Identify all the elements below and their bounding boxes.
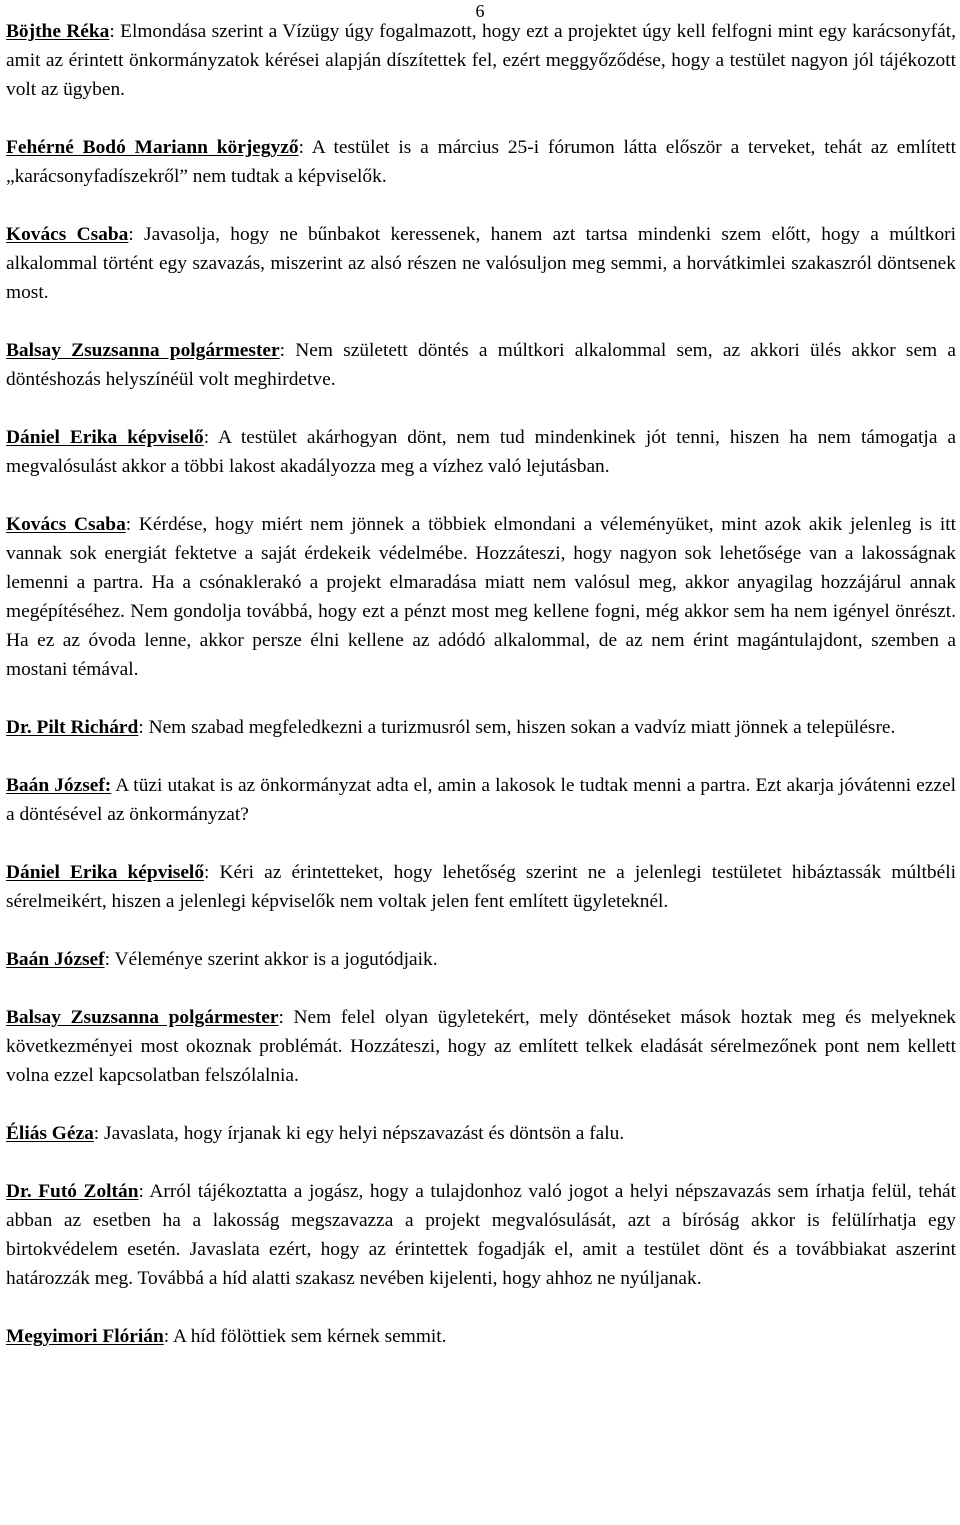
page-number: 6 <box>475 1 485 21</box>
paragraph-text: Arról tájékoztatta a jogász, hogy a tulajdonhoz való jogot a helyi népszavazás sem írhatja felül, tehát abban az esetben ha a lakosság megszavazza a projekt megvalósulását, azt a bíróság akkor is felülírhatja egy birtokvédelem esetén. Javaslata ezért, hogy az érintettek fogadják el, amit a testület dönt és a továbbiakat aszerint határozzák meg. Továbbá a híd alatti szakasz nevében kijelenti, hogy ahhoz ne nyúljanak. <box>6 1181 957 1289</box>
speaker-separator: : <box>163 1326 170 1347</box>
speaker-name: Dániel Erika képviselő <box>6 862 205 883</box>
paragraph-text: A híd fölöttiek sem kérnek semmit. <box>169 1326 447 1347</box>
paragraph-text: Nem született döntés a múltkori alkalommal sem, az akkori ülés akkor sem a döntéshozás helyszínéül volt meghirdetve. <box>6 340 956 390</box>
paragraph-6 <box>6 510 956 684</box>
paragraph-14 <box>6 1322 956 1351</box>
speaker-separator: : <box>204 862 210 883</box>
paragraph-text: Javasolja, hogy ne bűnbakot keressenek, hanem azt tartsa mindenki szem előtt, hogy a múltkori alkalommal történt egy szavazás, miszerint az alsó részen ne valósuljon meg semmi, a horvátkimlei szakaszról döntsenek most. <box>6 224 956 303</box>
speaker-name: Balsay Zsuzsanna polgármester <box>6 340 280 361</box>
speaker-name: Dr. Futó Zoltán <box>6 1181 139 1202</box>
speaker-separator: : <box>278 1007 284 1028</box>
paragraph-text: A testület akárhogyan dönt, nem tud mindenkinek jót tenni, hiszen ha nem támogatja a megvalósulást akkor a többi lakost akadályozza meg a vízhez való lejutásban. <box>6 427 956 477</box>
paragraph-1 <box>6 17 956 104</box>
speaker-name: Baán József: <box>6 775 112 796</box>
paragraph-text: Nem szabad megfeledkezni a turizmusról sem, hiszen sokan a vadvíz miatt jönnek a településre. <box>143 717 896 738</box>
paragraph-13 <box>6 1177 956 1293</box>
speaker-name: Böjthe Réka <box>6 21 110 42</box>
speaker-separator: : <box>125 514 132 535</box>
paragraph-text: Javaslata, hogy írjanak ki egy helyi népszavazást és döntsön a falu. <box>99 1123 625 1144</box>
speaker-name: Dániel Erika képviselő <box>6 427 204 448</box>
speaker-separator: : <box>93 1123 100 1144</box>
speaker-separator: : <box>203 427 210 448</box>
speaker-separator: : <box>109 21 115 42</box>
speaker-name: Balsay Zsuzsanna polgármester <box>6 1007 279 1028</box>
speaker-name: Kovács Csaba <box>6 224 129 245</box>
speaker-separator: : <box>128 224 134 245</box>
minutes-body <box>6 17 956 1380</box>
paragraph-11 <box>6 1003 956 1090</box>
paragraph-8 <box>6 771 956 829</box>
speaker-name: Megyimori Flórián <box>6 1326 164 1347</box>
speaker-name: Dr. Pilt Richárd <box>6 717 139 738</box>
paragraph-text: Elmondása szerint a Vízügy úgy fogalmazott, hogy ezt a projektet úgy kell felfogni mint egy karácsonyfát, amit az érintett önkormányzatok kérései alapján díszítettek fel, ezért meggyőződése, hogy a testület nagyon jól tájékozott volt az ügyben. <box>6 21 956 100</box>
paragraph-3 <box>6 220 956 307</box>
speaker-separator: : <box>279 340 286 361</box>
paragraph-10 <box>6 945 956 974</box>
paragraph-text: A testület is a március 25-i fórumon látta először a terveket, tehát az említett „karácsonyfadíszekről” nem tudtak a képviselők. <box>6 137 957 187</box>
paragraph-12 <box>6 1119 956 1148</box>
paragraph-2 <box>6 133 956 191</box>
paragraph-4 <box>6 336 956 394</box>
paragraph-7 <box>6 713 956 742</box>
speaker-name: Fehérné Bodó Mariann körjegyző <box>6 137 299 158</box>
paragraph-text: Véleménye szerint akkor is a jogutódjaik. <box>109 949 438 970</box>
paragraph-text: Kéri az érintetteket, hogy lehetőség szerint ne a jelenlegi testületet hibáztassák múltbéli sérelmeikért, hiszen a jelenlegi képviselők nem voltak jelen fent említett ügyleteknél. <box>6 862 956 912</box>
paragraph-text: Nem felel olyan ügyletekért, mely döntéseket mások hoztak meg és melyeknek következményei most okoznak problémát. Hozzáteszi, hogy az említett telkek eladását sérelmezőnek pont nem kellett volna ezzel kapcsolatban felszólalnia. <box>6 1007 956 1086</box>
paragraph-5 <box>6 423 956 481</box>
speaker-separator: : <box>298 137 304 158</box>
paragraph-text: A tüzi utakat is az önkormányzat adta el, amin a lakosok le tudtak menni a partra. Ezt akarja jóvátenni ezzel a döntésével az önkormányzat? <box>6 775 956 825</box>
speaker-separator: : <box>138 1181 144 1202</box>
speaker-name: Baán József <box>6 949 105 970</box>
speaker-separator: : <box>138 717 144 738</box>
speaker-separator: : <box>104 949 110 970</box>
speaker-name: Éliás Géza <box>6 1123 94 1144</box>
speaker-name: Kovács Csaba <box>6 514 126 535</box>
paragraph-text: Kérdése, hogy miért nem jönnek a többiek elmondani a véleményüket, mint azok akik jelenleg is itt vannak sok energiát fektetve a saját érdekeik védelmébe. Hozzáteszi, hogy nagyon sok lehetősége van a lakosságnak lemenni a partra. Ha a csónaklerakó a projekt elmaradása miatt nem valósul meg, akkor anyagilag hozzájárul annak megépítéséhez. Nem gondolja továbbá, hogy ezt a pénzt most meg kellene fogni, még akkor sem ha nem igényel önrészt. Ha ez az óvoda lenne, akkor persze élni kellene az adódó alkalommal, de az nem érint magántulajdont, szemben a mostani témával. <box>6 514 956 680</box>
paragraph-9 <box>6 858 956 916</box>
